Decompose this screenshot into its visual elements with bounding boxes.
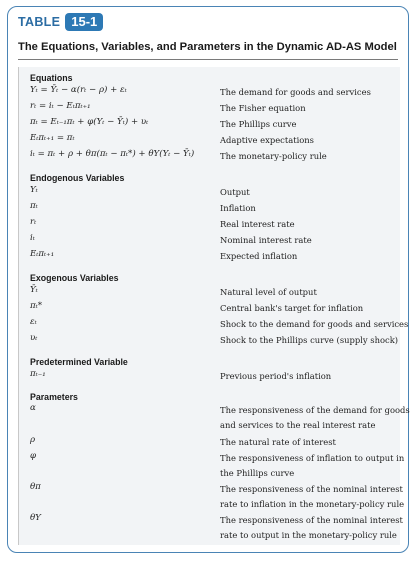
row-symbol: rₜ = iₜ − Eₜπₜ₊₁ xyxy=(30,101,91,111)
row-description: Central bank's target for inflation xyxy=(220,303,364,313)
row-symbol: iₜ = πₜ + ρ + θπ(πₜ − πₜ*) + θY(Yₜ − Ȳₜ) xyxy=(30,149,195,159)
row-symbol: rₜ xyxy=(30,217,37,227)
row-symbol: φ xyxy=(30,451,37,461)
row-symbol: πₜ₋₁ xyxy=(30,369,46,379)
table-row xyxy=(30,101,410,115)
title-divider xyxy=(18,59,398,60)
table-row xyxy=(30,482,410,509)
table-row xyxy=(30,149,410,163)
table-row xyxy=(30,217,410,231)
table-row xyxy=(30,513,410,540)
row-symbol: πₜ* xyxy=(30,301,43,311)
row-description: The responsiveness of the nominal interest rate to output in the monetary-policy rule xyxy=(220,515,403,540)
row-description: Output xyxy=(220,187,250,197)
table-row xyxy=(30,185,410,199)
row-symbol: Ȳₜ xyxy=(30,285,38,295)
row-description: The demand for goods and services xyxy=(220,87,371,97)
table-row xyxy=(30,85,410,99)
row-symbol: πₜ = Eₜ₋₁πₜ + φ(Yₜ − Ȳₜ) + υₜ xyxy=(30,117,149,127)
section-heading-parameters: Parameters xyxy=(30,392,78,402)
table-row xyxy=(30,133,410,147)
row-description: The responsiveness of inflation to output in the Phillips curve xyxy=(220,453,405,478)
row-description: The Phillips curve xyxy=(220,119,297,129)
table-row xyxy=(30,435,410,449)
row-description: Adaptive expectations xyxy=(220,135,314,145)
row-description: Nominal interest rate xyxy=(220,235,312,245)
section-heading-predetermined: Predetermined Variable xyxy=(30,357,128,367)
table-number-badge: 15-1 xyxy=(65,13,103,31)
row-symbol: ρ xyxy=(30,435,36,445)
row-description: The Fisher equation xyxy=(220,103,306,113)
table-row xyxy=(30,249,410,263)
row-description: The responsiveness of the demand for goods and services to the real interest rate xyxy=(220,405,410,430)
table-row xyxy=(30,333,410,347)
row-description: Previous period's inflation xyxy=(220,371,332,381)
row-description: Natural level of output xyxy=(220,287,317,297)
table-row xyxy=(30,301,410,315)
section-heading-exogenous: Exogenous Variables xyxy=(30,273,119,283)
table-title: The Equations, Variables, and Parameters in the Dynamic AD-AS Model xyxy=(18,41,397,53)
row-description: Shock to the Phillips curve (supply shock) xyxy=(220,335,399,345)
row-description: Expected inflation xyxy=(220,251,298,261)
table-label: TABLE xyxy=(18,15,61,29)
table-row xyxy=(30,403,410,430)
table-row xyxy=(30,117,410,131)
row-symbol: Yₜ = Ȳₜ − α(rₜ − ρ) + εₜ xyxy=(30,85,127,95)
row-description: The responsiveness of the nominal interest rate to inflation in the monetary-policy rule xyxy=(220,484,405,509)
row-symbol: Eₜπₜ₊₁ = πₜ xyxy=(30,133,75,143)
row-description: Real interest rate xyxy=(220,219,295,229)
row-symbol: πₜ xyxy=(30,201,38,211)
row-symbol: iₜ xyxy=(30,233,35,243)
section-heading-endogenous: Endogenous Variables xyxy=(30,173,125,183)
row-symbol: θπ xyxy=(30,482,41,492)
row-symbol: θY xyxy=(30,513,41,523)
table-row xyxy=(30,317,410,331)
table-frame xyxy=(7,6,409,553)
table-row xyxy=(30,369,410,383)
table-row xyxy=(30,451,410,478)
table-row xyxy=(30,285,410,299)
row-description: Shock to the demand for goods and services xyxy=(220,319,409,329)
table-row xyxy=(30,233,410,247)
row-description: The monetary-policy rule xyxy=(220,151,327,161)
row-symbol: Yₜ xyxy=(30,185,38,195)
row-symbol: α xyxy=(30,403,36,413)
row-symbol: υₜ xyxy=(30,333,38,343)
row-symbol: εₜ xyxy=(30,317,37,327)
row-symbol: Eₜπₜ₊₁ xyxy=(30,249,55,259)
row-description: The natural rate of interest xyxy=(220,437,336,447)
table-row xyxy=(30,201,410,215)
section-heading-equations: Equations xyxy=(30,73,73,83)
row-description: Inflation xyxy=(220,203,256,213)
table-tag xyxy=(18,13,103,31)
